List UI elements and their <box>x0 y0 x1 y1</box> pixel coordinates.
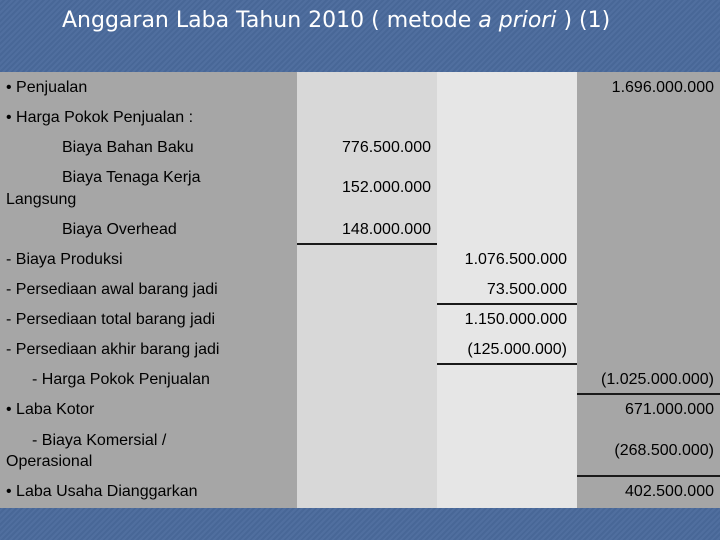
title-suffix: ) (1) <box>556 8 611 33</box>
row-value: (1.025.000.000) <box>601 371 714 388</box>
budget-table <box>0 72 720 508</box>
title-prefix: Anggaran Laba Tahun 2010 ( metode <box>62 8 479 33</box>
row-label: • Laba Usaha Dianggarkan <box>6 483 198 500</box>
row-label: • Penjualan <box>6 79 88 96</box>
row-label: • Harga Pokok Penjualan : <box>6 109 194 126</box>
row-label: - Persediaan awal barang jadi <box>6 281 218 298</box>
subtotal-underline <box>577 393 720 395</box>
subtotal-underline <box>437 363 577 365</box>
row-label: • Laba Kotor <box>6 401 95 418</box>
row-value: 1.076.500.000 <box>464 251 567 268</box>
slide-title <box>62 6 610 36</box>
row-value: 402.500.000 <box>625 483 714 500</box>
row-label: - Persediaan total barang jadi <box>6 311 216 328</box>
row-value: 148.000.000 <box>342 221 431 238</box>
row-value: 1.150.000.000 <box>464 311 567 328</box>
subtotal-underline <box>437 303 577 305</box>
row-label: - Persediaan akhir barang jadi <box>6 341 220 358</box>
row-label-line2: Operasional <box>6 453 93 470</box>
row-label-line1: Biaya Tenaga Kerja <box>62 169 201 186</box>
row-value: 671.000.000 <box>625 401 714 418</box>
row-label: Biaya Overhead <box>62 221 177 238</box>
row-value: (125.000.000) <box>467 341 567 358</box>
subtotal-underline <box>577 475 720 477</box>
row-label-line2: Langsung <box>6 191 77 208</box>
title-italic: a priori <box>478 8 557 33</box>
row-label: - Harga Pokok Penjualan <box>32 371 210 388</box>
row-value: (268.500.000) <box>614 442 714 459</box>
subtotal-underline <box>297 243 437 245</box>
row-label-line1: - Biaya Komersial / <box>32 432 167 449</box>
row-value: 776.500.000 <box>342 139 431 156</box>
row-value: 1.696.000.000 <box>611 79 714 96</box>
row-label: Biaya Bahan Baku <box>62 139 194 156</box>
row-label: - Biaya Produksi <box>6 251 123 268</box>
row-value: 73.500.000 <box>486 281 567 298</box>
row-value: 152.000.000 <box>342 179 431 196</box>
